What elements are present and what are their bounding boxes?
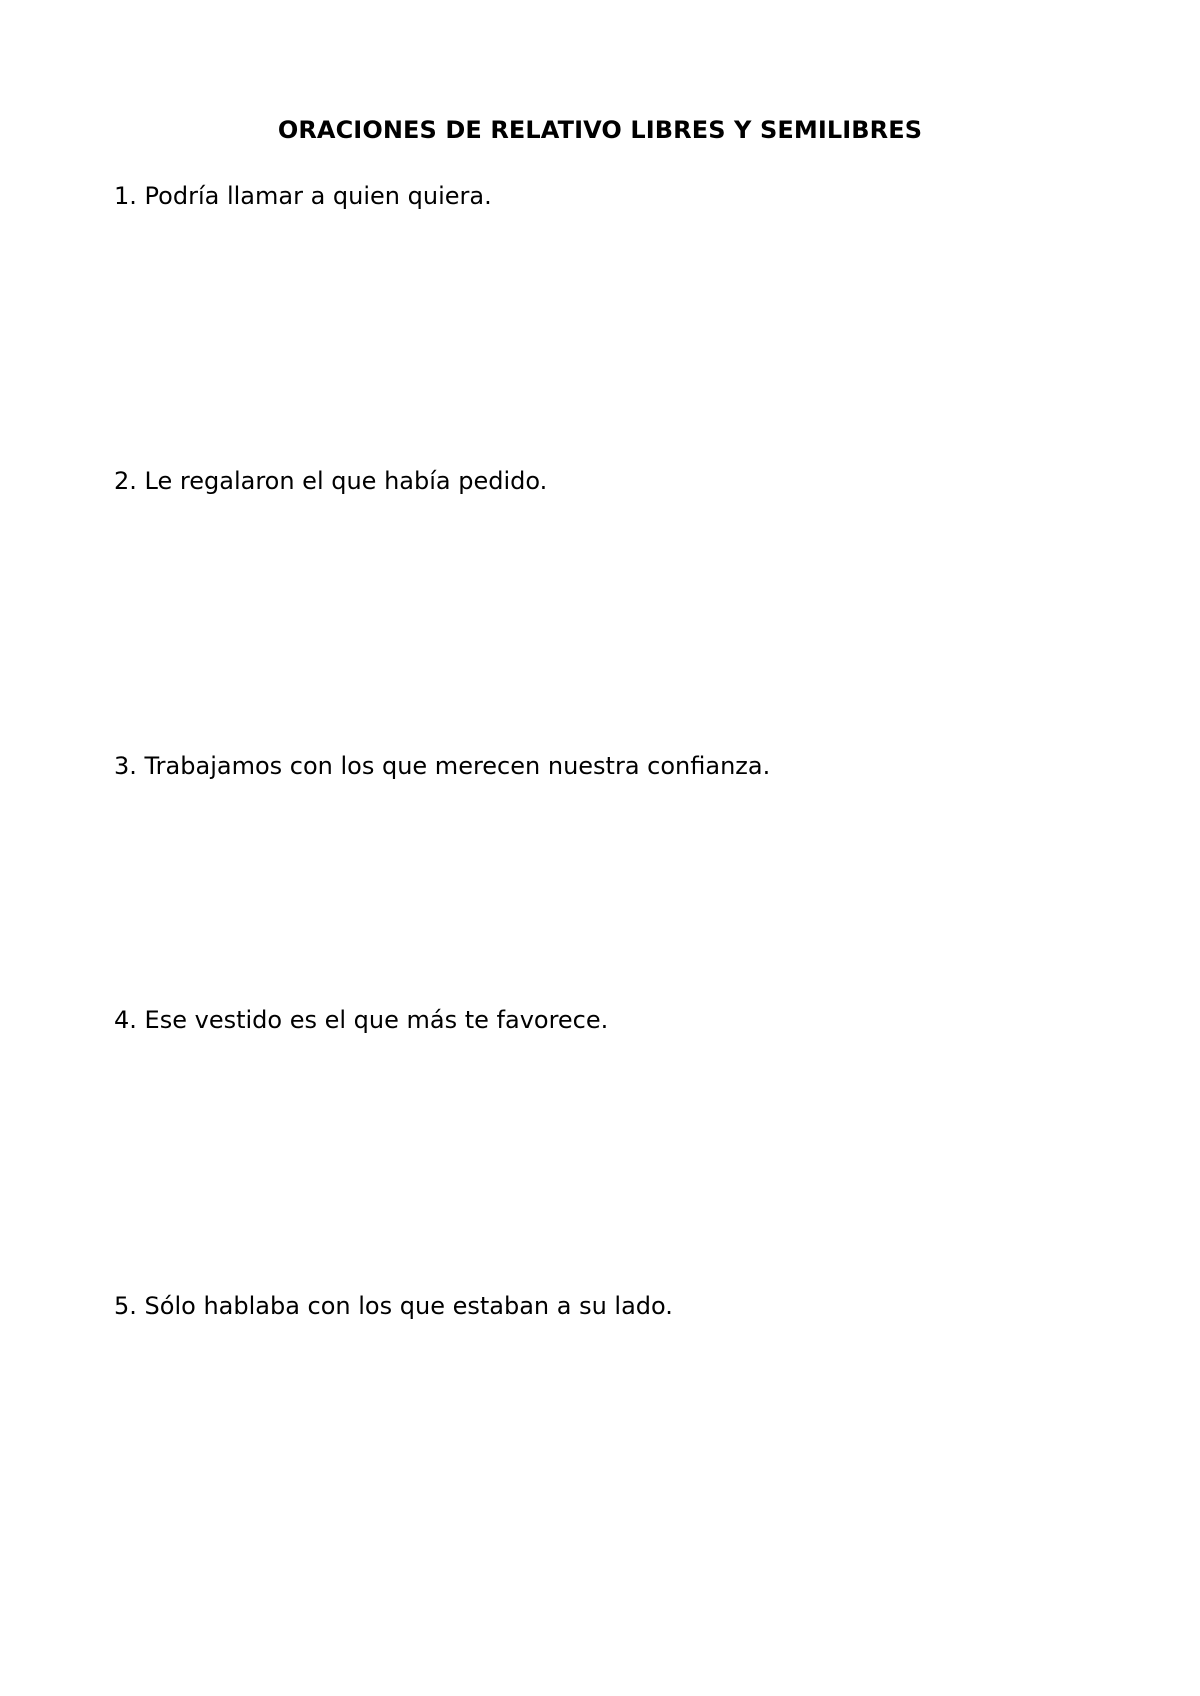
- list-item: [114, 752, 770, 780]
- item-text: Ese vestido es el que más te favorece.: [144, 1006, 609, 1034]
- item-number: 4.: [114, 1006, 137, 1034]
- list-item: [114, 182, 492, 210]
- item-text: Podría llamar a quien quiera.: [144, 182, 492, 210]
- item-text: Sólo hablaba con los que estaban a su lado.: [144, 1292, 673, 1320]
- item-number: 2.: [114, 467, 137, 495]
- item-number: 3.: [114, 752, 137, 780]
- list-item: [114, 1006, 608, 1034]
- item-number: 5.: [114, 1292, 137, 1320]
- page-title: ORACIONES DE RELATIVO LIBRES Y SEMILIBRES: [277, 116, 923, 144]
- item-text: Le regalaron el que había pedido.: [144, 467, 548, 495]
- item-number: 1.: [114, 182, 137, 210]
- list-item: [114, 1292, 673, 1320]
- list-item: [114, 467, 547, 495]
- item-text: Trabajamos con los que merecen nuestra confianza.: [144, 752, 771, 780]
